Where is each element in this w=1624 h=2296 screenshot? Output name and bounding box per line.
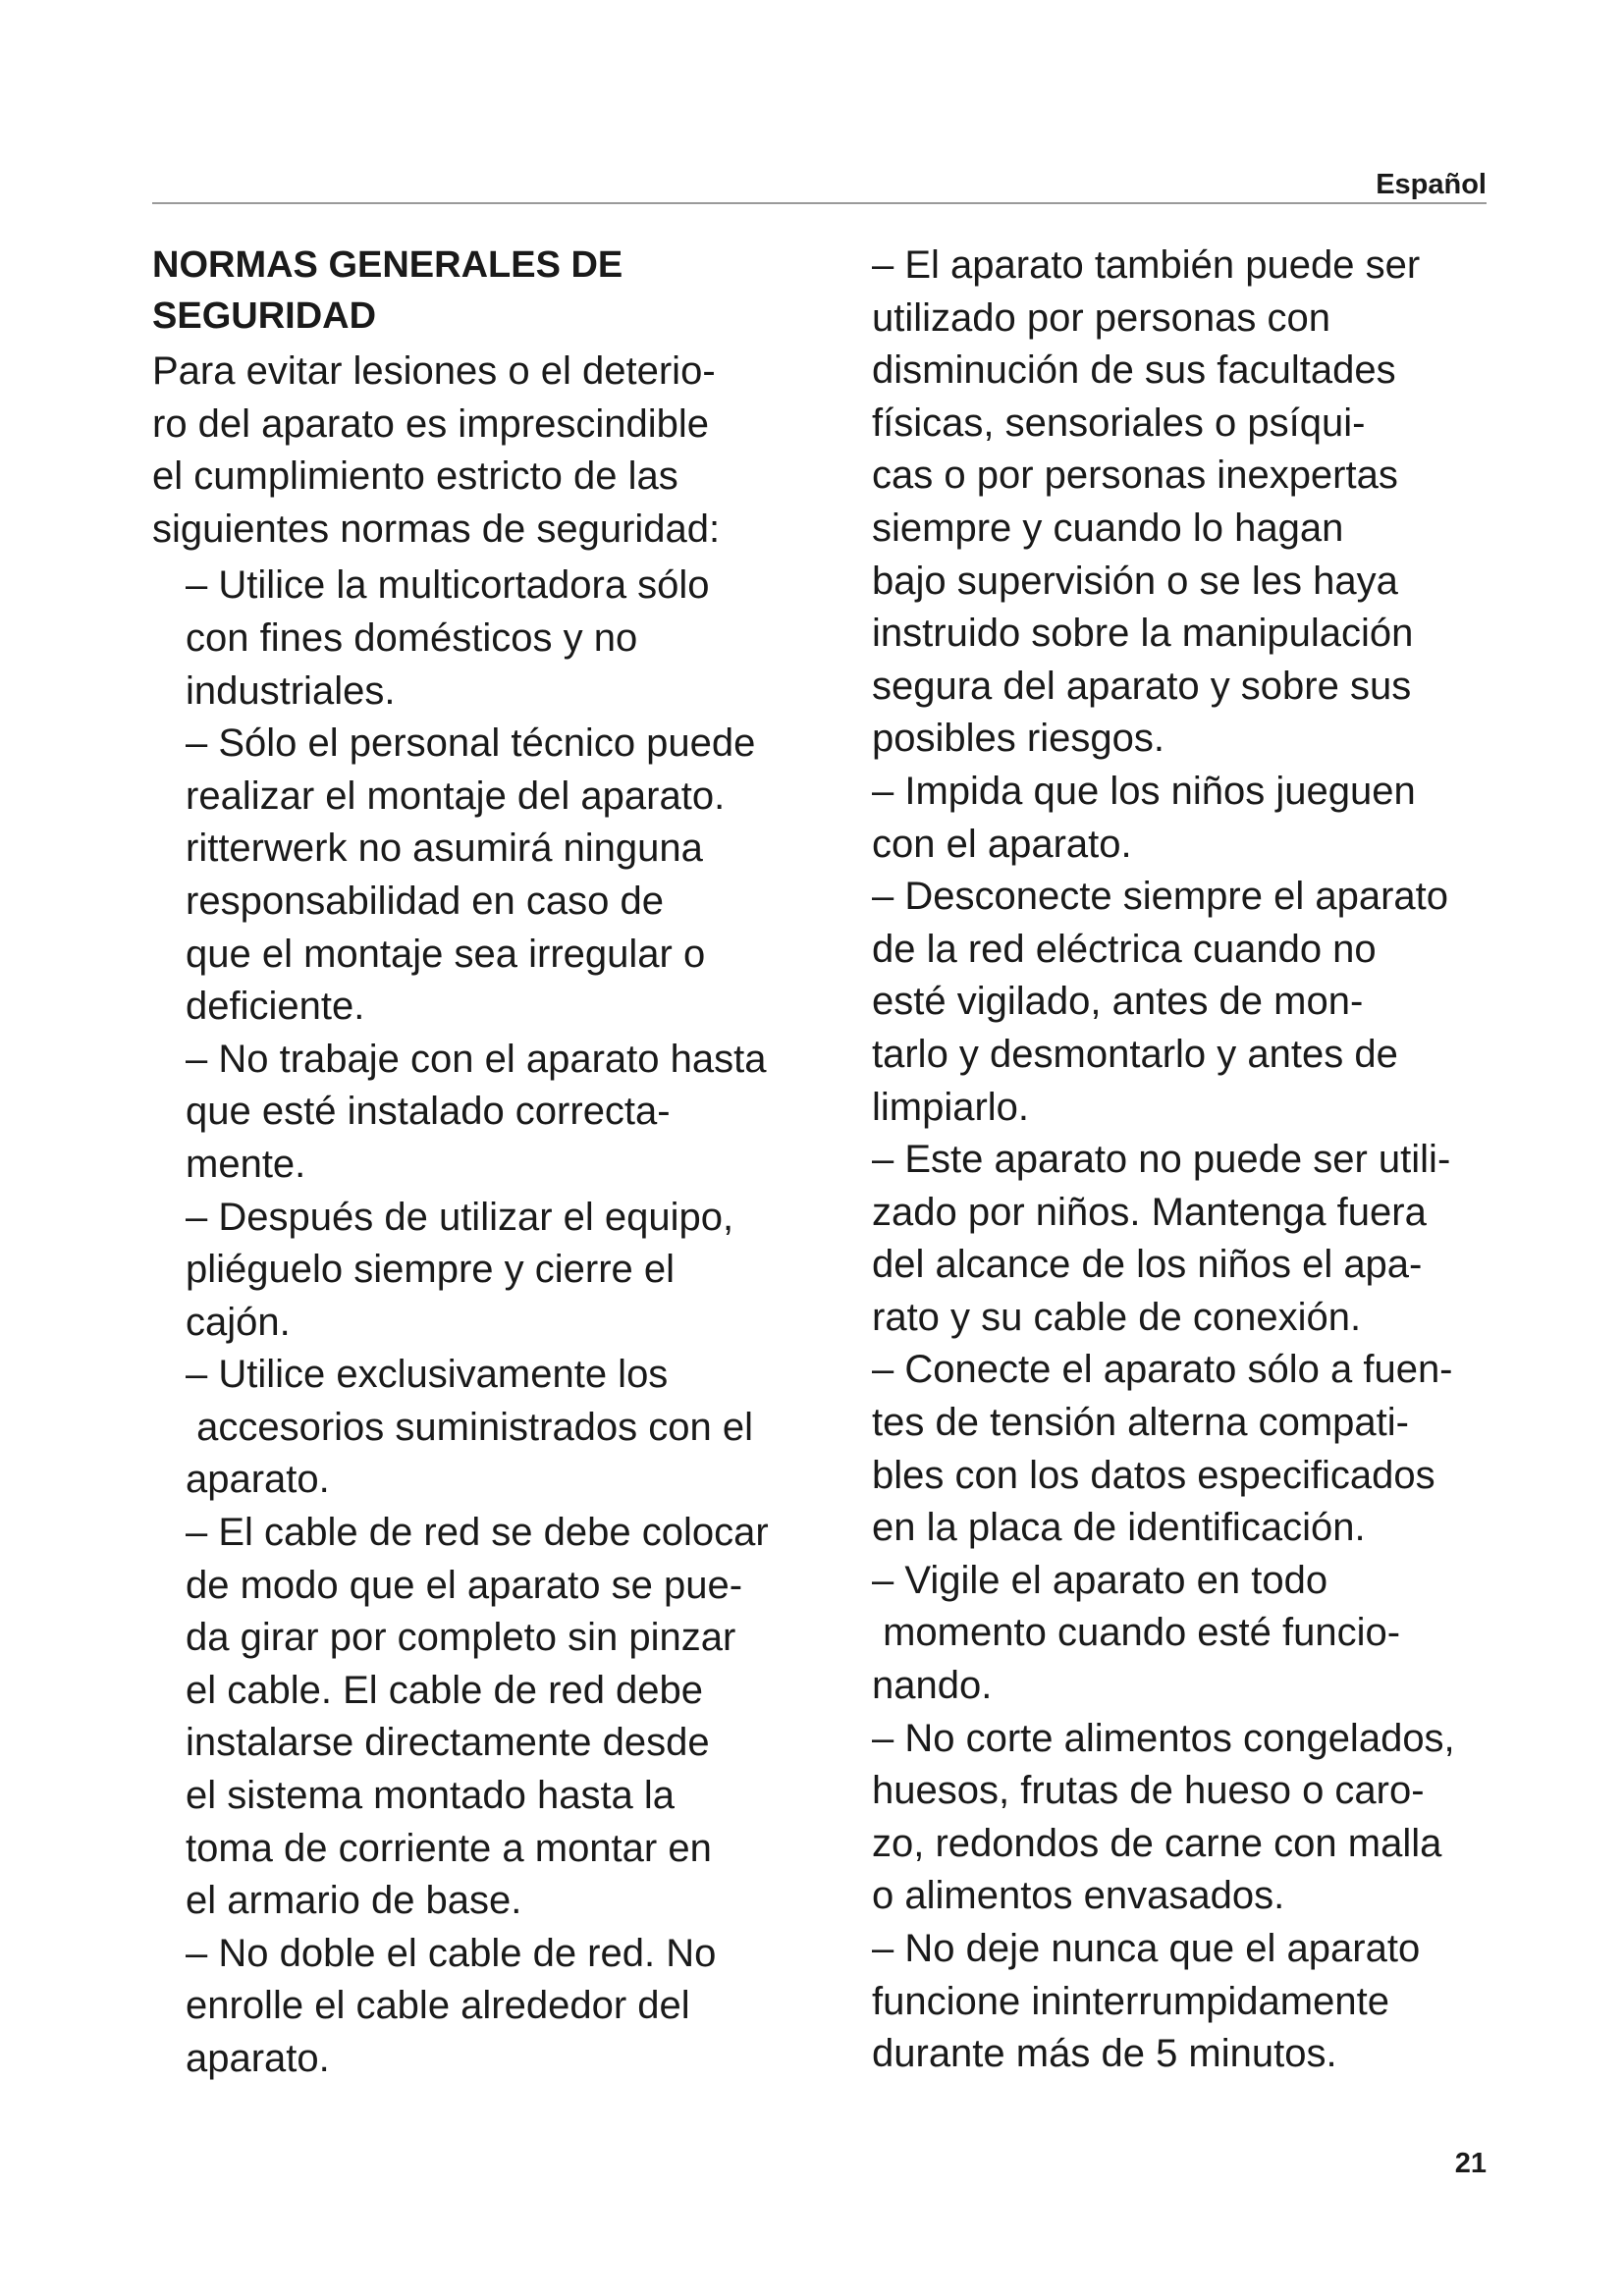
safety-item-line: con el aparato. [872, 822, 1132, 866]
safety-item-line: utilizado por personas con [872, 295, 1330, 340]
safety-item-line: deficiente. [186, 985, 365, 1029]
safety-item-line: el cable. El cable de red debe [186, 1668, 704, 1712]
safety-item-line: el armario de base. [186, 1879, 522, 1923]
safety-item-line: toma de corriente a montar en [186, 1826, 712, 1870]
safety-item-line: zado por niños. Mantenga fuera [872, 1190, 1427, 1234]
safety-item-line: de la red eléctrica cuando no [872, 927, 1377, 971]
safety-item [872, 1344, 1530, 1554]
safety-item-line: – No corte alimentos congelados, [872, 1716, 1455, 1760]
safety-item [872, 240, 1530, 766]
safety-item-line: – No trabaje con el aparato hasta [186, 1037, 767, 1081]
safety-item-line: disminución de sus facultades [872, 348, 1396, 393]
safety-item-line: del alcance de los niños el apa- [872, 1243, 1423, 1287]
safety-item [186, 1192, 839, 1350]
safety-item [872, 871, 1530, 1134]
safety-item-line: que esté instalado correcta- [186, 1090, 671, 1134]
safety-item-line: funcione ininterrumpidamente [872, 1979, 1389, 2023]
safety-item-line: enrolle el cable alrededor del [186, 1984, 690, 2028]
safety-item-line: posibles riesgos. [872, 717, 1164, 761]
safety-item-line: – Vigile el aparato en todo [872, 1558, 1328, 1602]
safety-item-line: momento cuando esté funcio- [872, 1611, 1401, 1655]
safety-item [872, 766, 1530, 871]
header-language: Español [1376, 169, 1487, 200]
section-title [152, 240, 839, 342]
safety-item-line: instalarse directamente desde [186, 1721, 710, 1765]
safety-item-line: con fines domésticos y no [186, 615, 638, 660]
left-safety-list [152, 560, 839, 2085]
safety-item-line: – Impida que los niños jueguen [872, 769, 1416, 813]
safety-item-line: – El cable de red se debe colocar [186, 1511, 769, 1555]
safety-item-line: segura del aparato y sobre sus [872, 664, 1412, 708]
safety-item-line: limpiarlo. [872, 1085, 1030, 1129]
safety-item-line: – No doble el cable de red. No [186, 1931, 717, 1975]
safety-item-line: realizar el montaje del aparato. [186, 774, 726, 818]
section-title-line: SEGURIDAD [152, 295, 377, 337]
safety-item-line: mente. [186, 1142, 306, 1186]
safety-item-line: da girar por completo sin pinzar [186, 1616, 736, 1660]
safety-item [872, 1923, 1530, 2081]
intro-line: ro del aparato es imprescindible [152, 401, 709, 446]
safety-item-line: aparato. [186, 2037, 330, 2080]
safety-item-line: el sistema montado hasta la [186, 1774, 676, 1818]
safety-item-line: esté vigilado, antes de mon- [872, 980, 1364, 1024]
page-number: 21 [1454, 2148, 1487, 2179]
safety-item [186, 1349, 839, 1507]
header-divider [152, 202, 1487, 204]
safety-item-line: industriales. [186, 668, 396, 713]
safety-item-line: rato y su cable de conexión. [872, 1295, 1362, 1339]
safety-item-line: accesorios suministrados con el [186, 1405, 754, 1449]
safety-item [186, 1928, 839, 2086]
safety-item-line: de modo que el aparato se pue- [186, 1563, 743, 1607]
safety-item-line: que el montaje sea irregular o [186, 932, 706, 976]
left-column [152, 240, 839, 2086]
safety-item-line: aparato. [186, 1458, 330, 1502]
safety-item-line: físicas, sensoriales o psíqui- [872, 400, 1366, 445]
safety-item [186, 1507, 839, 1928]
safety-item-line: – No deje nunca que el aparato [872, 1927, 1421, 1970]
safety-item-line: siempre y cuando lo hagan [872, 506, 1344, 550]
safety-item-line: cajón. [186, 1300, 291, 1344]
safety-item [186, 1034, 839, 1192]
section-title-line: NORMAS GENERALES DE [152, 244, 623, 286]
safety-item-line: bajo supervisión o se les haya [872, 559, 1398, 603]
safety-item-line: durante más de 5 minutos. [872, 2032, 1337, 2076]
intro-line: el cumplimiento estricto de las [152, 454, 678, 499]
safety-item [872, 1555, 1530, 1713]
safety-item-line: – El aparato también puede ser [872, 243, 1421, 287]
safety-item-line: – Sólo el personal técnico puede [186, 721, 756, 766]
safety-item-line: nando. [872, 1664, 993, 1708]
intro-line: siguientes normas de seguridad: [152, 507, 721, 551]
safety-item-line: tes de tensión alterna compati- [872, 1401, 1409, 1445]
safety-item-line: – Utilice la multicortadora sólo [186, 563, 710, 608]
safety-item-line: – Utilice exclusivamente los [186, 1353, 669, 1397]
intro-paragraph [152, 346, 839, 556]
safety-item-line: – Este aparato no puede ser utili- [872, 1138, 1451, 1182]
safety-item-line: – Conecte el aparato sólo a fuen- [872, 1348, 1453, 1392]
safety-item-line: ritterwerk no asumirá ninguna [186, 827, 703, 871]
safety-item-line: responsabilidad en caso de [186, 879, 665, 923]
safety-item [186, 560, 839, 718]
safety-item-line: – Desconecte siempre el aparato [872, 875, 1448, 919]
intro-line: Para evitar lesiones o el deterio- [152, 349, 716, 393]
safety-item [872, 1713, 1530, 1923]
safety-item-line: bles con los datos especificados [872, 1453, 1435, 1497]
safety-item-line: huesos, frutas de hueso o caro- [872, 1769, 1425, 1813]
safety-item-line: – Después de utilizar el equipo, [186, 1195, 734, 1239]
safety-item-line: zo, redondos de carne con malla [872, 1821, 1442, 1865]
safety-item [186, 718, 839, 1034]
safety-item-line: pliéguelo siempre y cierre el [186, 1248, 676, 1292]
safety-item-line: en la placa de identificación. [872, 1506, 1366, 1550]
safety-item [872, 1134, 1530, 1344]
safety-item-line: instruido sobre la manipulación [872, 612, 1414, 656]
safety-item-line: tarlo y desmontarlo y antes de [872, 1032, 1398, 1076]
right-column [872, 240, 1530, 2081]
right-safety-list [872, 240, 1530, 2081]
safety-item-line: o alimentos envasados. [872, 1874, 1285, 1918]
safety-item-line: cas o por personas inexpertas [872, 454, 1398, 498]
